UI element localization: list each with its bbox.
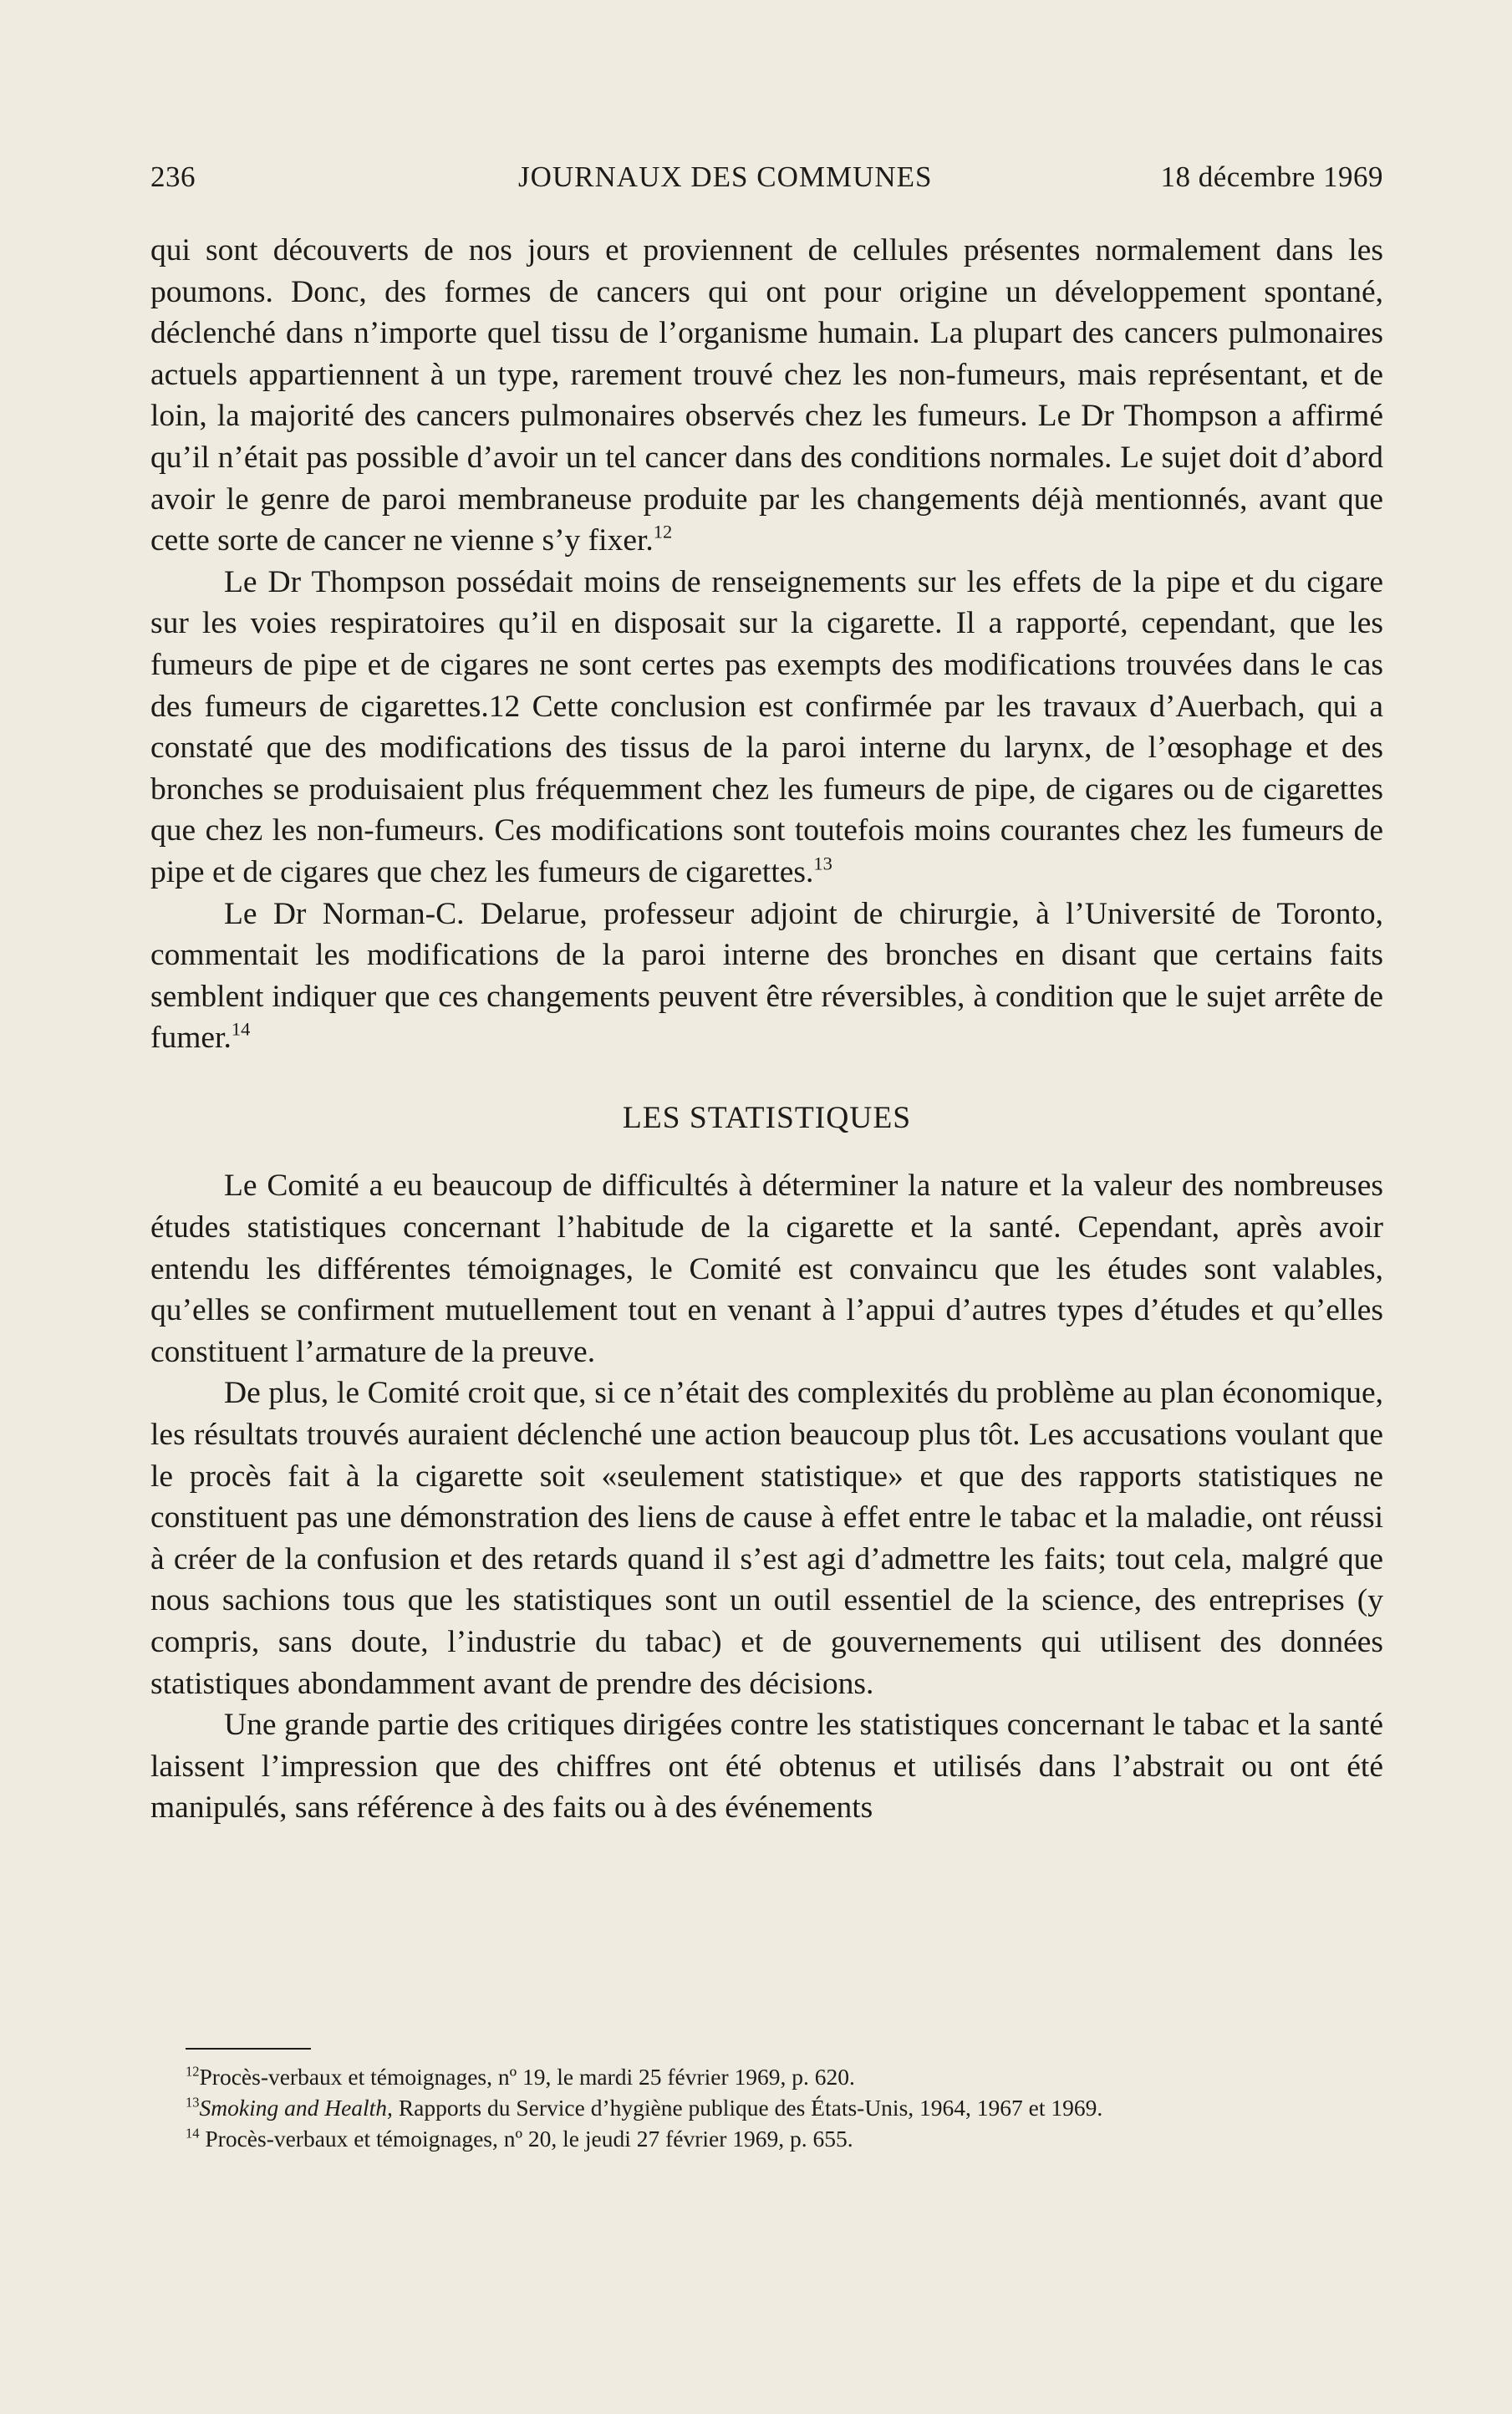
footnote-title: Smoking and Health, [199,2095,393,2121]
section-paragraph-3: Une grande partie des critiques dirigées contre les statistiques concernant le tabac et la santé laissent l’impression que des chiffres ont été obtenus et utilisés dans l’abstrait ou ont été manipulés, sans référence à des faits ou à des événements [150,1708,1383,1826]
footnote-number: 12 [186,2063,200,2080]
header-date: 18 décembre 1969 [1160,160,1383,193]
section-paragraph-1: Le Comité a eu beaucoup de difficultés à déterminer la nature et la valeur des nombreuses études statistiques concernant l’habitude de la cigarette et la santé. Cependant, après avoir entendu les différentes témoignages, le Comité est convaincu que les études sont valables, qu’elles se confirment mutuellement tout en venant à l’appui d’autres types d’études et qu’elles constituent l’armature de la preuve. [150,1169,1383,1369]
paragraph-2-text: Le Dr Thompson possédait moins de renseignements sur les effets de la pipe et du cigare sur les voies respiratoires qu’il en disposait sur la cigarette. Il a rapporté, cependant, que les fumeurs de pipe et de cigares ne sont certes pas exempts des modifications trouvées dans le cas des fumeurs de cigarettes.12 Cette conclusion est confirmée par les travaux d’Auerbach, qui a constaté que des modifications des tissus de la paroi interne du larynx, de l’œsophage et des bronches se produisaient plus fréquemment chez les fumeurs de pipe, de cigares ou de cigarettes que chez les non-fumeurs. Ces modifications sont toutefois moins courantes chez les fumeurs de pipe et de cigares que chez les fumeurs de cigarettes. [150,564,1383,889]
journal-title: JOURNAUX DES COMMUNES [518,160,933,193]
footnote-number: 14 [186,2125,200,2142]
footnote-text: Procès-verbaux et témoignages, nº 19, le mardi 25 février 1969, p. 620. [199,2064,855,2090]
footnotes [150,2048,1383,2154]
body-text [150,230,1383,1829]
footnote-rule [186,2048,311,2050]
footnote-12 [150,2061,1383,2092]
footnote-ref[interactable]: 13 [813,853,832,874]
footnote-14 [150,2123,1383,2154]
document-page [150,150,1383,2366]
section-heading: LES STATISTIQUES [622,1100,912,1135]
running-header [150,160,1383,211]
paragraph-1 [150,230,1383,562]
footnote-ref[interactable]: 12 [653,521,673,542]
footnote-ref[interactable]: 14 [231,1018,251,1040]
footnote-text: Procès-verbaux et témoignages, nº 20, le jeudi 27 février 1969, p. 655. [199,2126,853,2152]
paragraph-2 [150,562,1383,894]
footnote-13 [150,2092,1383,2123]
section-paragraph-2: De plus, le Comité croit que, si ce n’était des complexités du problème au plan économique, les résultats trouvés auraient déclenché une action beaucoup plus tôt. Les accusations voulant que le procès fait à la cigarette soit «seulement statistique» et que des rapports statistiques ne constituent pas une démonstration des liens de cause à effet entre le tabac et la maladie, ont réussi à créer de la confusion et des retards quand il s’est agi d’admettre les faits; tout cela, malgré que nous sachions tous que les statistiques sont un outil essentiel de la science, des entreprises (y compris, sans doute, l’industrie du tabac) et de gouvernements qui utilisent des données statistiques abondamment avant de prendre des décisions. [150,1376,1383,1701]
paragraph-3-text: Le Dr Norman-C. Delarue, professeur adjoint de chirurgie, à l’Université de Toronto, commentait les modifications de la paroi interne des bronches en disant que certains faits semblent indiquer que ces changements peuvent être réversibles, à condition que le sujet arrête de fumer. [150,896,1383,1056]
footnote-text: Rapports du Service d’hygiène publique des États-Unis, 1964, 1967 et 1969. [392,2095,1103,2121]
page-number: 236 [150,160,196,193]
paragraph-1-text: qui sont découverts de nos jours et proviennent de cellules présentes normalement dans les poumons. Donc, des formes de cancers qui ont pour origine un développement spontané, déclenché dans n’importe quel tissu de l’organisme humain. La plupart des cancers pulmonaires actuels appartiennent à un type, rarement trouvé chez les non-fumeurs, mais représentant, et de loin, la majorité des cancers pulmonaires observés chez les fumeurs. Le Dr Thompson a affirmé qu’il n’était pas possible d’avoir un tel cancer dans des conditions normales. Le sujet doit d’abord avoir le genre de paroi membraneuse produite par les changements déjà mentionnés, avant que cette sorte de cancer ne vienne s’y fixer. [150,233,1383,558]
paragraph-3 [150,894,1383,1059]
footnote-number: 13 [186,2094,200,2111]
